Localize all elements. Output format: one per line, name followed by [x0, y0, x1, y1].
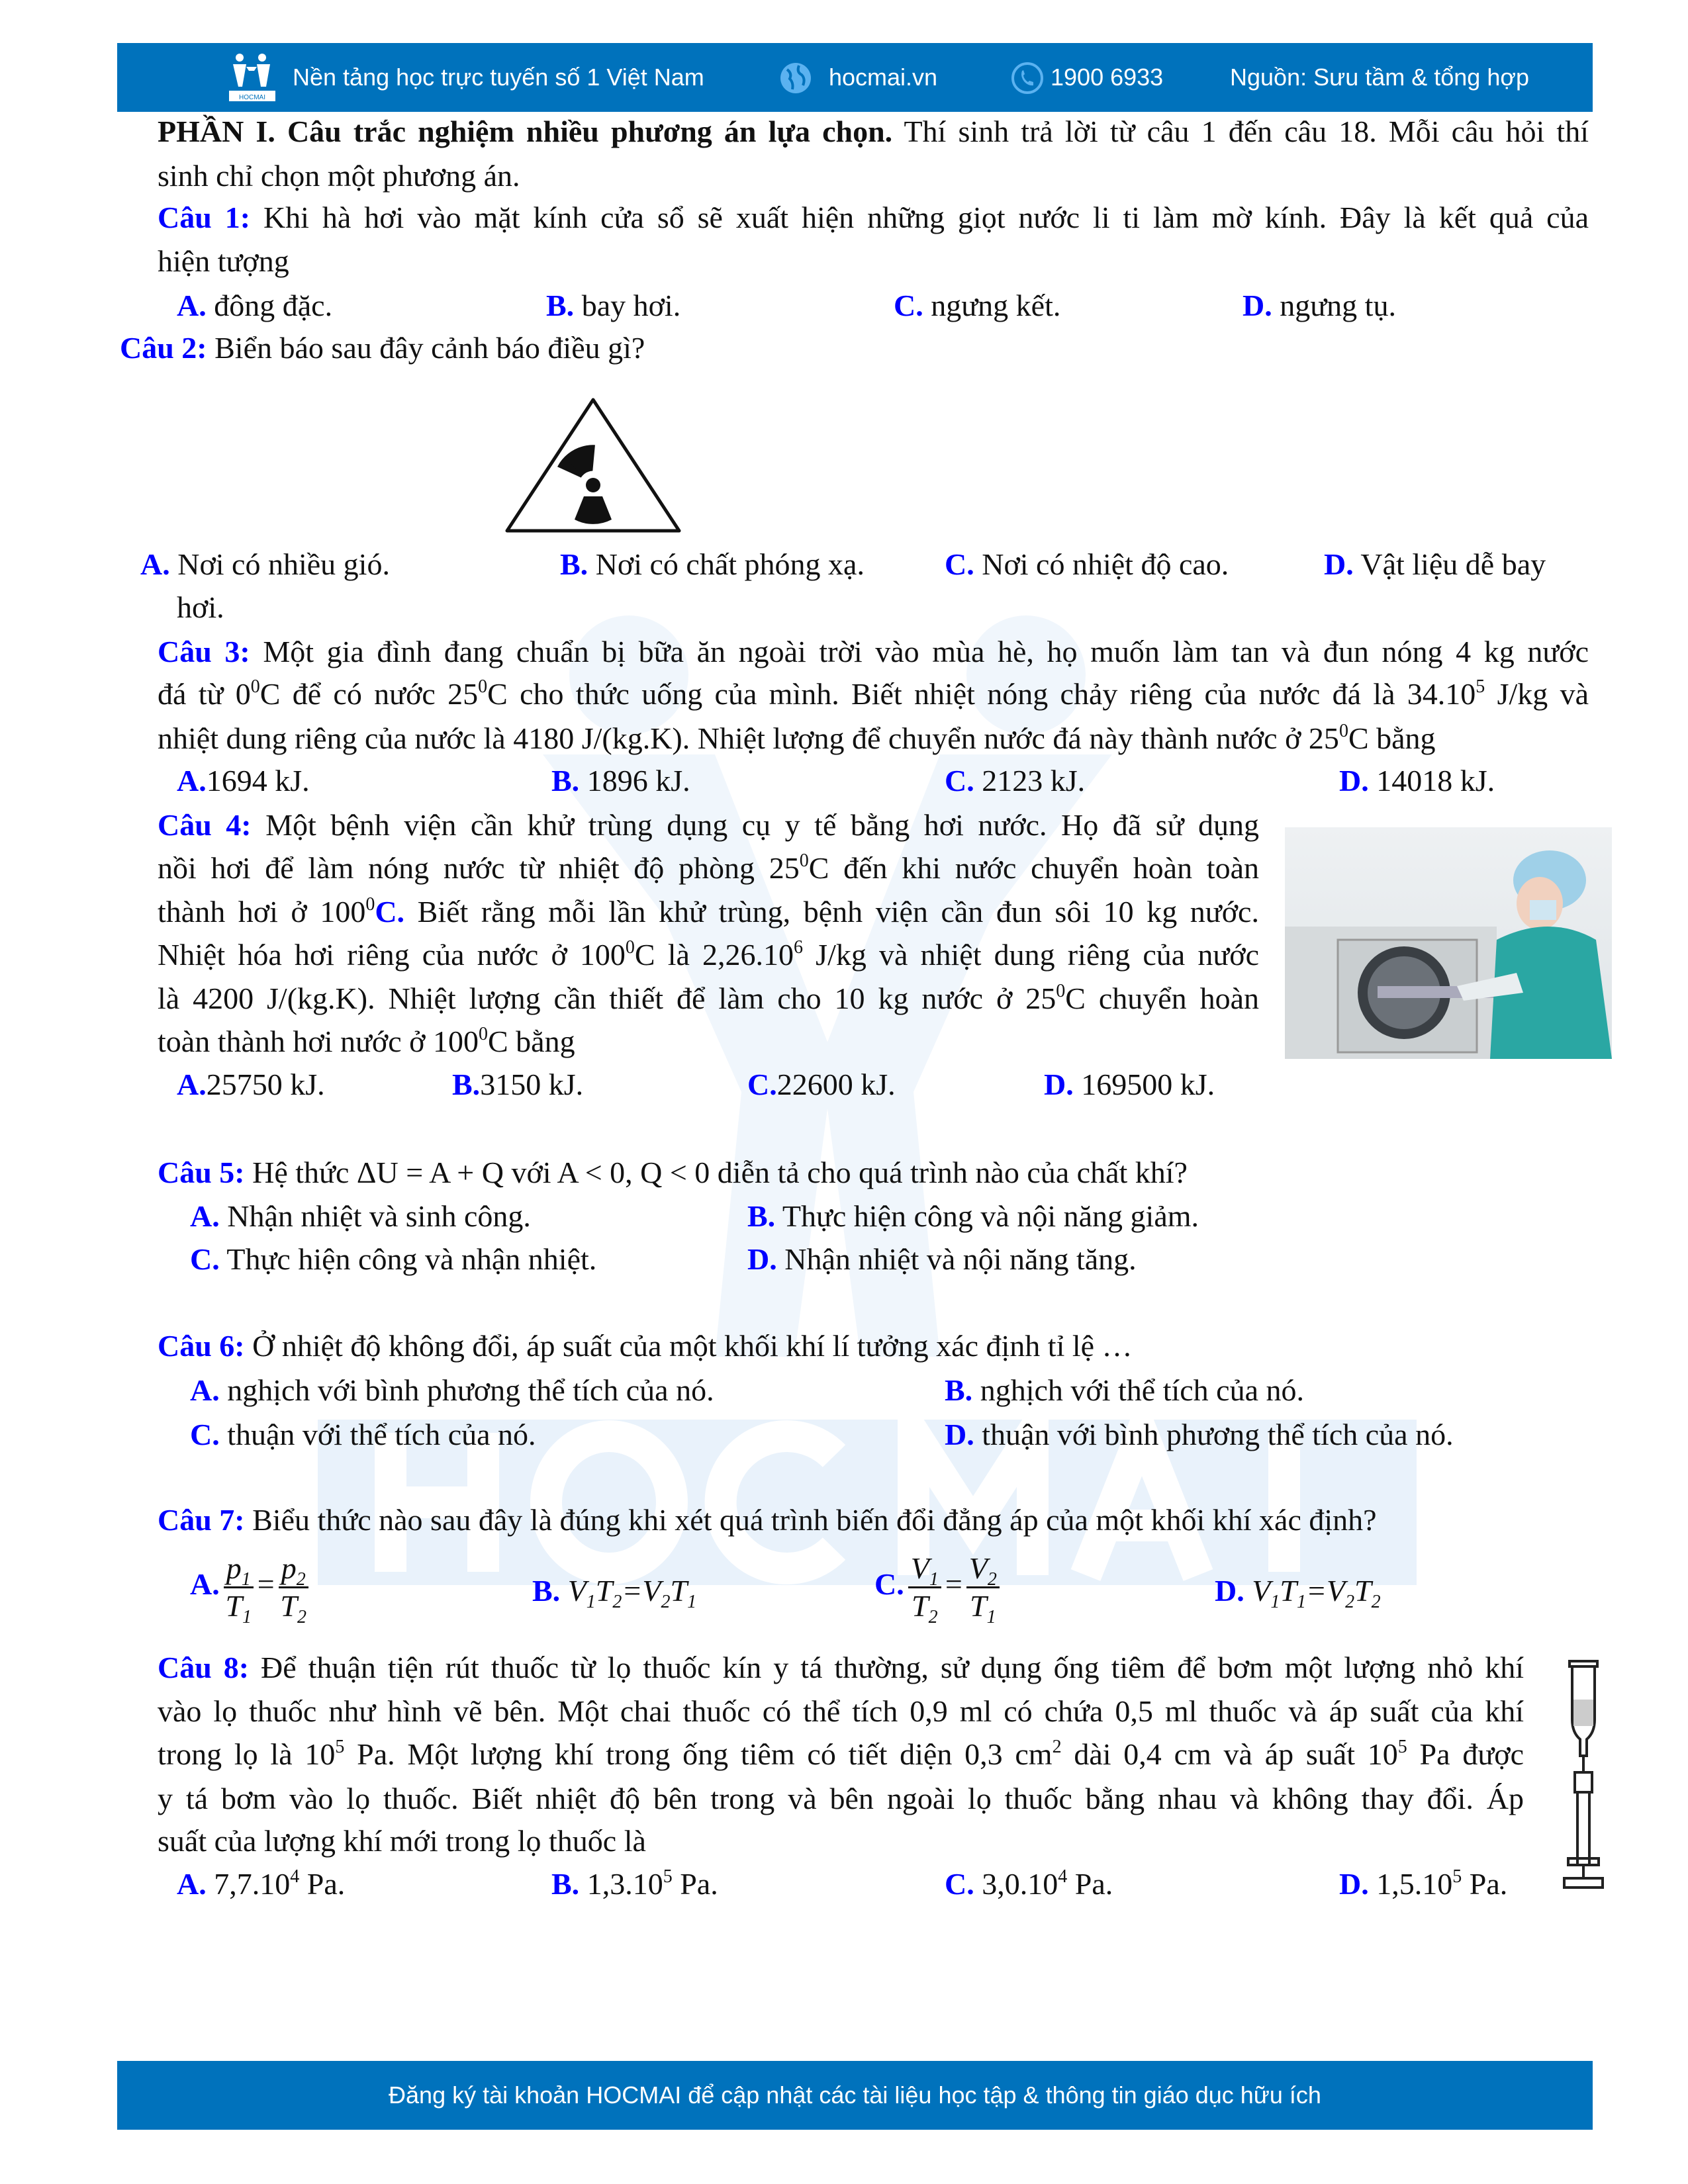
numerator — [279, 1551, 308, 1588]
question-label: Câu 4: — [158, 808, 252, 842]
text-segment: 25750 kJ. — [206, 1068, 325, 1101]
question-label: Câu 6: — [158, 1329, 245, 1363]
text-segment: C bằng — [488, 1024, 575, 1058]
option-letter: D. — [1324, 547, 1354, 581]
option-letter: D. — [1215, 1574, 1244, 1608]
text-segment: Nơi có chất phóng xạ. — [588, 547, 865, 581]
header-tagline: Nền tảng học trực tuyến số 1 Việt Nam — [293, 64, 704, 91]
superscript: 0 — [625, 937, 635, 958]
text-segment: V — [560, 1574, 586, 1608]
text-segment: ngưng kết. — [923, 289, 1061, 322]
option-letter: C. — [874, 1567, 904, 1602]
answer-option-a[interactable] — [190, 1372, 714, 1409]
denominator — [911, 1588, 938, 1627]
answer-option-b[interactable] — [945, 1372, 1304, 1409]
answer-option-c[interactable] — [945, 546, 1229, 583]
hocmai-logo-icon — [228, 52, 277, 103]
question-text-line — [158, 199, 1589, 236]
text-segment: Biết rằng mỗi lần khử trùng, bệnh viện cần đun sôi 10 kg nước. — [404, 895, 1259, 929]
option-letter: A. — [177, 764, 207, 797]
question-text-content — [158, 1154, 1188, 1191]
text-segment: Hệ thức ΔU = A + Q với A < 0, Q < 0 diễn tả cho quá trình nào của chất khí? — [244, 1156, 1188, 1189]
text-segment: Thí sinh trả lời từ câu 1 đến câu 18. Mỗi câu hỏi thí — [892, 114, 1589, 148]
answer-option-d[interactable] — [1324, 546, 1546, 583]
question-text-content — [120, 330, 645, 367]
question-label: Câu 2: — [120, 331, 207, 365]
question-text-content — [158, 1502, 1377, 1539]
option-letter: C. — [945, 1867, 974, 1901]
text-segment: trong lọ là 10 — [158, 1737, 336, 1771]
symbol: T — [970, 1589, 987, 1623]
option-letter: A. — [190, 1567, 220, 1602]
text-segment: nồi hơi để làm nóng nước từ nhiệt độ phòng 25 — [158, 851, 800, 885]
subscript: 1 — [929, 1569, 939, 1590]
option-letter: B. — [452, 1068, 481, 1101]
answer-option-c[interactable] — [190, 1241, 596, 1278]
option-text — [974, 764, 1085, 797]
question-text-line — [158, 1023, 575, 1060]
option-letter: C. — [190, 1418, 220, 1451]
text-segment: thuận với bình phương thể tích của nó. — [974, 1418, 1454, 1451]
text-segment: C đến khi nước chuyển hoàn toàn — [808, 851, 1259, 885]
text-segment: toàn thành hơi nước ở 100 — [158, 1024, 479, 1058]
text-segment: Khi hà hơi vào mặt kính cửa sổ sẽ xuất hiện những giọt nước li ti làm mờ kính. Đây là kết quả của — [250, 201, 1589, 234]
question-label: Câu 1: — [158, 201, 251, 234]
text-segment: Một bệnh viện cần khử trùng dụng cụ y tế bằng hơi nước. Họ đã sử dụng — [251, 808, 1259, 842]
option-text — [579, 764, 690, 797]
radiation-warning-sign — [503, 396, 683, 538]
subscript: 1 — [586, 1592, 596, 1612]
answer-option-b[interactable] — [747, 1198, 1199, 1235]
option-letter: C. — [945, 764, 974, 797]
answer-option-d[interactable] — [1215, 1572, 1381, 1610]
answer-option-c[interactable] — [945, 1866, 1113, 1903]
symbol: V — [910, 1551, 929, 1585]
answer-option-a[interactable] — [177, 762, 310, 799]
question-text-line — [158, 1736, 1524, 1773]
symbol: p — [281, 1551, 297, 1585]
header-website-link[interactable]: hocmai.vn — [829, 64, 938, 91]
superscript: 4 — [1058, 1866, 1068, 1887]
question-text-content — [158, 1023, 575, 1060]
option-text — [220, 1199, 531, 1233]
denominator — [225, 1588, 252, 1627]
option-letter: B. — [551, 1867, 580, 1901]
symbol: p — [226, 1551, 242, 1585]
question-text-line — [158, 1502, 1377, 1539]
question-text-line — [120, 330, 645, 367]
answer-option-a[interactable] — [190, 1198, 531, 1235]
text-segment: Vật liệu dễ bay — [1353, 547, 1546, 581]
answer-option-b[interactable] — [551, 1866, 718, 1903]
question-text-content — [158, 1649, 1524, 1686]
option-overflow-text: hơi. — [177, 590, 224, 624]
question-label: Câu 7: — [158, 1503, 245, 1537]
text-segment: dài 0,4 cm và áp suất 10 — [1061, 1737, 1398, 1771]
option-letter: B. — [945, 1373, 973, 1407]
header-phone[interactable]: 1900 6933 — [1051, 64, 1164, 91]
text-segment: là 4200 J/(kg.K). Nhiệt lượng cần thiết để làm cho 10 kg nước ở 25 — [158, 981, 1056, 1015]
option-letter: C. — [945, 547, 974, 581]
question-text-content — [158, 1693, 1524, 1730]
numerator — [908, 1551, 941, 1588]
option-text — [1244, 1574, 1381, 1612]
superscript: 5 — [1476, 676, 1485, 697]
question-text-line — [158, 1649, 1524, 1686]
option-letter: A. — [140, 547, 170, 581]
subscript: 2 — [297, 1607, 306, 1627]
question-text-content — [158, 893, 1259, 931]
question-text-content — [158, 936, 1259, 974]
question-text-line — [158, 1154, 1188, 1191]
question-text-content — [158, 158, 520, 195]
question-text-content — [158, 676, 1589, 713]
question-text-line — [158, 1328, 1133, 1365]
option-letter: C. — [190, 1242, 220, 1276]
superscript: 0 — [478, 676, 488, 697]
text-segment: Để thuận tiện rút thuốc từ lọ thuốc kín y tá thường, sử dụng ống tiêm để bơm một lượng nhỏ khí — [249, 1651, 1524, 1684]
emphasis-text: C. — [375, 895, 405, 929]
question-text-line — [158, 893, 1259, 931]
option-text — [1074, 1068, 1215, 1101]
question-text-line — [158, 980, 1259, 1017]
answer-option-c[interactable] — [874, 1551, 1004, 1627]
text-segment: Pa. — [1462, 1867, 1508, 1901]
option-text — [777, 1242, 1137, 1276]
text-segment: T — [1280, 1574, 1297, 1608]
text-segment: 22600 kJ. — [776, 1068, 896, 1101]
subscript: 1 — [242, 1607, 252, 1627]
option-text — [480, 1068, 583, 1101]
equals-sign: = — [257, 1567, 275, 1602]
superscript: 0 — [250, 676, 260, 697]
subscript: 2 — [612, 1592, 622, 1612]
equals-sign: = — [945, 1567, 962, 1602]
footer-text[interactable]: Đăng ký tài khoản HOCMAI để cập nhật các tài liệu học tập & thông tin giáo dục hữu ích — [389, 2081, 1321, 2109]
option-text — [974, 1867, 1113, 1901]
text-segment: =V — [1305, 1574, 1346, 1608]
text-segment: T — [670, 1574, 688, 1608]
answer-option-d[interactable] — [747, 1241, 1137, 1278]
subscript: 2 — [987, 1569, 997, 1590]
header-source: Nguồn: Sưu tầm & tổng hợp — [1230, 64, 1529, 91]
question-text-line — [158, 676, 1589, 713]
option-letter: A. — [177, 1068, 207, 1101]
question-text-line — [158, 850, 1259, 887]
text-segment: 169500 kJ. — [1073, 1068, 1215, 1101]
text-segment: V — [1244, 1574, 1271, 1608]
superscript: 0 — [1056, 981, 1066, 1001]
question-text-line — [158, 720, 1436, 757]
text-segment: Một gia đình đang chuẩn bị bữa ăn ngoài trời vào mùa hè, họ muốn làm tan và đun nóng 4 kg nước — [250, 635, 1589, 668]
text-segment: C cho thức uống của mình. Biết nhiệt nóng chảy riêng của nước đá là 34.10 — [487, 677, 1476, 711]
text-segment: 2123 kJ. — [974, 764, 1086, 797]
question-text-line — [158, 807, 1259, 844]
text-segment: thành hơi ở 100 — [158, 895, 366, 929]
option-text — [1369, 764, 1495, 797]
subscript: 2 — [1371, 1592, 1381, 1612]
question-text-content — [158, 1328, 1133, 1365]
text-segment: nghịch với bình phương thể tích của nó. — [219, 1373, 714, 1407]
superscript: 5 — [335, 1737, 345, 1757]
subscript: 2 — [296, 1569, 306, 1590]
text-segment: Biển báo sau đây cảnh báo điều gì? — [207, 331, 645, 365]
question-text-content — [158, 633, 1589, 670]
symbol: T — [280, 1589, 297, 1623]
question-label: Câu 3: — [158, 635, 250, 668]
subscript: 1 — [687, 1592, 697, 1612]
question-text-line — [158, 633, 1589, 670]
syringe-vial-diagram — [1559, 1660, 1608, 1895]
superscript: 0 — [799, 850, 809, 871]
question-text-line — [158, 1693, 1524, 1730]
text-segment: T — [595, 1574, 613, 1608]
text-segment: C chuyển hoàn — [1065, 981, 1259, 1015]
text-segment: Nơi có nhiều gió. — [169, 547, 390, 581]
option-letter: A. — [190, 1199, 220, 1233]
question-text-content — [158, 720, 1436, 757]
nurse-autoclave-photo — [1285, 827, 1612, 1059]
symbol: T — [911, 1589, 929, 1623]
option-text — [775, 1199, 1199, 1233]
answer-option-a[interactable] — [177, 1066, 325, 1103]
option-text — [170, 547, 390, 581]
option-text — [777, 1068, 896, 1101]
option-letter: D. — [747, 1242, 777, 1276]
option-letter: D. — [1339, 764, 1369, 797]
symbol: T — [225, 1589, 243, 1623]
text-segment: 7,7.10 — [206, 1867, 291, 1901]
option-letter: D. — [1243, 289, 1272, 322]
superscript: 5 — [1452, 1866, 1462, 1887]
question-text-line — [158, 158, 520, 195]
option-letter: B. — [747, 1199, 776, 1233]
text-segment: Nhận nhiệt và nội năng tăng. — [776, 1242, 1137, 1276]
answer-option-a[interactable] — [140, 546, 390, 583]
superscript: 0 — [1338, 721, 1348, 741]
text-segment: C để có nước 25 — [259, 677, 479, 711]
superscript: 0 — [365, 894, 375, 915]
answer-option-d[interactable] — [1044, 1066, 1215, 1103]
answer-option-b[interactable] — [551, 762, 690, 799]
text-segment: 3150 kJ. — [480, 1068, 584, 1101]
text-segment: 1694 kJ. — [206, 764, 310, 797]
superscript: 6 — [794, 937, 804, 958]
option-text — [1272, 289, 1396, 322]
answer-option-a[interactable] — [177, 287, 332, 324]
emphasis-text: PHẦN I. Câu trắc nghiệm nhiều phương án lựa chọn. — [158, 114, 893, 148]
question-label: Câu 5: — [158, 1156, 245, 1189]
text-segment: 1896 kJ. — [579, 764, 690, 797]
text-segment: Nhiệt hóa hơi riêng của nước ở 100 — [158, 938, 626, 972]
fraction — [908, 1551, 941, 1627]
denominator — [280, 1588, 306, 1627]
question-text-line — [158, 936, 1259, 974]
question-text-content — [158, 1736, 1524, 1773]
subscript: 1 — [986, 1607, 996, 1627]
option-letter: B. — [546, 289, 575, 322]
question-text-content — [158, 113, 1589, 150]
question-text-content — [158, 1823, 646, 1860]
text-segment: C bằng — [1348, 721, 1436, 755]
subscript: 1 — [1296, 1592, 1306, 1612]
text-segment: Pa. — [1067, 1867, 1113, 1901]
text-segment: 3,0.10 — [974, 1867, 1058, 1901]
option-text — [220, 1418, 536, 1451]
footer-bar — [117, 2061, 1593, 2130]
answer-option-d[interactable] — [1339, 1866, 1507, 1903]
text-segment: hiện tượng — [158, 244, 289, 278]
answer-option-b[interactable] — [452, 1066, 583, 1103]
question-text-line — [158, 113, 1589, 150]
text-segment: 1,5.10 — [1368, 1867, 1453, 1901]
option-letter: D. — [1339, 1867, 1369, 1901]
superscript: 5 — [663, 1866, 673, 1887]
text-segment: Pa. — [299, 1867, 346, 1901]
option-text — [207, 764, 310, 797]
answer-option-c[interactable] — [945, 762, 1085, 799]
fraction — [224, 1551, 254, 1627]
option-letter: B. — [532, 1574, 561, 1608]
globe-icon — [779, 62, 812, 98]
superscript: 4 — [290, 1866, 300, 1887]
text-segment: J/kg và — [1485, 677, 1589, 711]
answer-option-b[interactable] — [546, 287, 680, 324]
option-text — [574, 289, 680, 322]
question-text-line — [158, 243, 289, 280]
subscript: 1 — [1270, 1592, 1280, 1612]
option-letter: C. — [894, 289, 923, 322]
text-segment: thuận với thể tích của nó. — [219, 1418, 536, 1451]
text-segment: T — [1354, 1574, 1372, 1608]
option-text — [974, 547, 1229, 581]
text-segment: Pa. — [672, 1867, 718, 1901]
denominator — [970, 1588, 996, 1627]
option-text — [220, 1373, 714, 1407]
text-segment: Thực hiện công và nhận nhiệt. — [219, 1242, 597, 1276]
answer-option-d[interactable] — [945, 1416, 1454, 1453]
text-segment: J/kg và nhiệt dung riêng của nước — [803, 938, 1259, 972]
option-text — [560, 1574, 697, 1612]
option-text — [923, 289, 1061, 322]
text-segment: Nơi có nhiệt độ cao. — [974, 547, 1229, 581]
superscript: 2 — [1052, 1737, 1062, 1757]
text-segment: 1,3.10 — [579, 1867, 663, 1901]
text-segment: Thực hiện công và nội năng giảm. — [775, 1199, 1199, 1233]
text-segment: vào lọ thuốc như hình vẽ bên. Một chai thuốc có thể tích 0,9 ml có chứa 0,5 ml thuốc và áp suất của khí — [158, 1694, 1524, 1728]
question-text-content — [158, 980, 1259, 1017]
symbol: V — [968, 1551, 988, 1585]
answer-option-a[interactable] — [177, 1866, 345, 1903]
superscript: 5 — [1397, 1737, 1407, 1757]
answer-option-c[interactable] — [190, 1416, 536, 1453]
header-bar — [117, 43, 1593, 112]
question-text-content — [158, 850, 1259, 887]
answer-option-b[interactable] — [532, 1572, 696, 1610]
answer-option-c[interactable] — [747, 1066, 896, 1103]
question-label: Câu 8: — [158, 1651, 250, 1684]
fraction — [279, 1551, 308, 1627]
text-segment: Biểu thức nào sau đây là đúng khi xét quá trình biến đổi đẳng áp của một khối khí xác định? — [244, 1503, 1377, 1537]
question-text-content — [158, 1780, 1524, 1817]
option-text — [207, 1867, 346, 1901]
svg-text:HOCMAI: HOCMAI — [239, 94, 265, 101]
superscript: 0 — [479, 1024, 488, 1044]
text-segment: ngưng tụ. — [1272, 289, 1396, 322]
option-letter: D. — [1044, 1068, 1074, 1101]
numerator — [966, 1551, 1000, 1588]
option-letter: D. — [945, 1418, 974, 1451]
text-segment: nhiệt dung riêng của nước là 4180 J/(kg.K). Nhiệt lượng để chuyển nước đá này thành nước ở 25 — [158, 721, 1339, 755]
subscript: 2 — [1345, 1592, 1355, 1612]
option-letter: A. — [177, 289, 207, 322]
option-letter: B. — [551, 764, 580, 797]
question-text-line — [158, 1780, 1524, 1817]
option-text — [220, 1242, 597, 1276]
subscript: 1 — [241, 1569, 251, 1590]
text-segment: đông đặc. — [206, 289, 333, 322]
question-text-content — [158, 807, 1259, 844]
answer-option-d[interactable] — [1243, 287, 1396, 324]
question-text-content — [158, 199, 1589, 236]
text-segment: sinh chỉ chọn một phương án. — [158, 159, 520, 193]
text-segment: Pa. Một lượng khí trong ống tiêm có tiết diện 0,3 cm — [344, 1737, 1053, 1771]
text-segment: đá từ 0 — [158, 677, 251, 711]
answer-option-d[interactable] — [1339, 762, 1495, 799]
option-text — [974, 1418, 1454, 1451]
text-segment: 14018 kJ. — [1368, 764, 1495, 797]
text-segment: C là 2,26.10 — [634, 938, 794, 972]
text-segment: y tá bơm vào lọ thuốc. Biết nhiệt độ bên trong và bên ngoài lọ thuốc bằng nhau và không thay đổi. Áp — [158, 1782, 1524, 1815]
text-segment: bay hơi. — [574, 289, 681, 322]
answer-option-c[interactable] — [894, 287, 1060, 324]
option-letter: B. — [560, 547, 588, 581]
phone-icon — [1011, 62, 1044, 98]
answer-option-a[interactable] — [190, 1551, 312, 1627]
text-segment: suất của lượng khí mới trong lọ thuốc là — [158, 1824, 646, 1858]
text-segment: Nhận nhiệt và sinh công. — [219, 1199, 531, 1233]
option-letter: A. — [177, 1867, 207, 1901]
option-text — [1369, 1867, 1508, 1901]
text-segment: Pa được — [1407, 1737, 1524, 1771]
question-text-line — [158, 1823, 646, 1860]
option-text — [588, 547, 865, 581]
fraction — [966, 1551, 1000, 1627]
text-segment: nghịch với thể tích của nó. — [972, 1373, 1304, 1407]
option-text — [579, 1867, 718, 1901]
text-segment: =V — [622, 1574, 661, 1608]
numerator — [224, 1551, 254, 1588]
answer-option-b[interactable] — [560, 546, 865, 583]
option-text — [972, 1373, 1304, 1407]
option-text — [207, 289, 332, 322]
subscript: 2 — [928, 1607, 938, 1627]
option-letter: A. — [190, 1373, 220, 1407]
subscript: 2 — [661, 1592, 671, 1612]
option-text — [1354, 547, 1546, 581]
question-text-content — [158, 243, 289, 280]
option-text — [207, 1068, 325, 1101]
option-letter: C. — [747, 1068, 777, 1101]
text-segment: Ở nhiệt độ không đổi, áp suất của một khối khí lí tưởng xác định tỉ lệ … — [244, 1329, 1133, 1363]
